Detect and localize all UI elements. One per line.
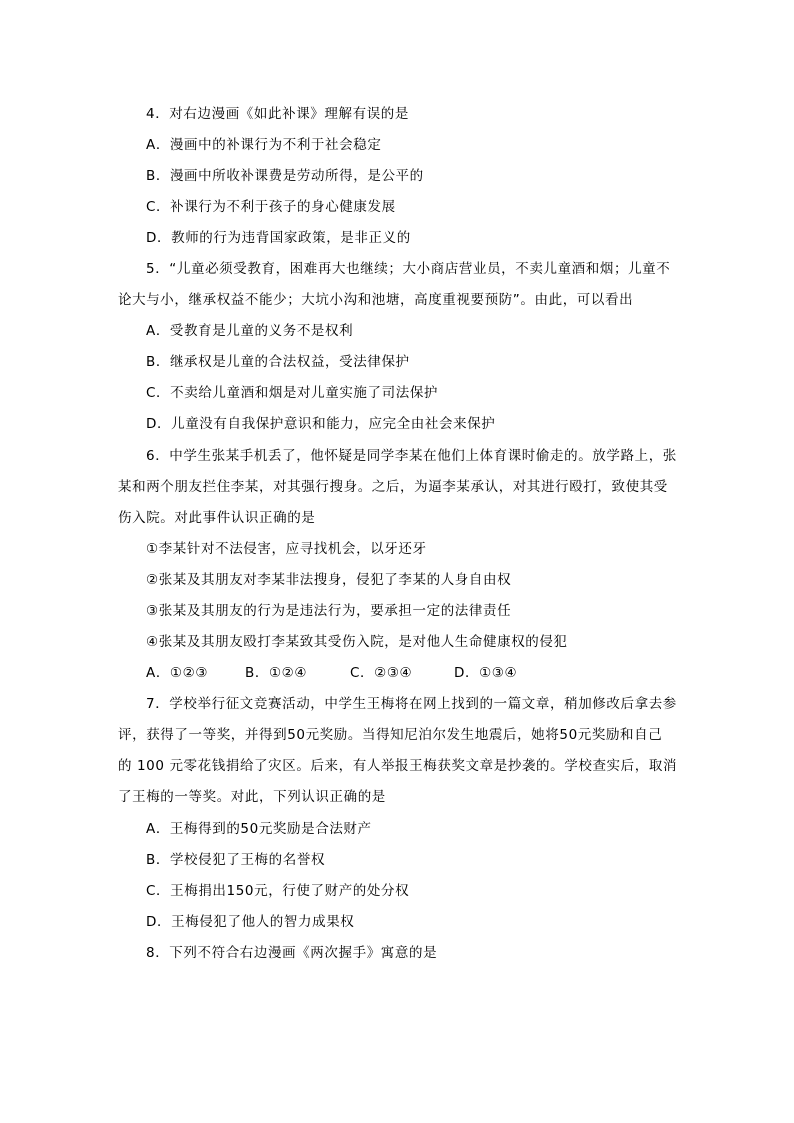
q6-option-b: B．①②④ [245,665,308,681]
q6-option-c: C．②③④ [350,665,413,681]
q7-option-d: D．王梅侵犯了他人的智力成果权 [146,914,355,930]
q6-stem-line-3: 伤入院。对此事件认识正确的是 [118,510,316,526]
q5-option-d: D．儿童没有自我保护意识和能力，应完全由社会来保护 [146,416,496,432]
q4-option-a: A．漫画中的补课行为不利于社会稳定 [146,137,382,153]
q6-stem-line-1: 6．中学生张某手机丢了，他怀疑是同学李某在他们上体育课时偷走的。放学路上，张 [146,448,677,464]
q6-statement-4: ④张某及其朋友殴打李某致其受伤入院，是对他人生命健康权的侵犯 [146,634,568,650]
q7-stem-line-4: 了王梅的一等奖。对此，下列认识正确的是 [118,789,386,805]
q7-option-b: B．学校侵犯了王梅的名誉权 [146,852,326,868]
q5-option-c: C．不卖给儿童酒和烟是对儿童实施了司法保护 [146,385,439,401]
q5-option-a: A．受教育是儿童的义务不是权利 [146,323,354,339]
q6-stem-line-2: 某和两个朋友拦住李某，对其强行搜身。之后，为逼李某承认，对其进行殴打，致使其受 [118,479,668,495]
q7-stem-line-1: 7．学校举行征文竞赛活动，中学生王梅将在网上找到的一篇文章，稍加修改后拿去参 [146,696,677,712]
q4-option-b: B．漫画中所收补课费是劳动所得，是公平的 [146,168,424,184]
q4-option-d: D．教师的行为违背国家政策，是非正义的 [146,230,411,246]
q6-statement-1: ①李某针对不法侵害，应寻找机会，以牙还牙 [146,541,427,557]
q4-option-c: C．补课行为不利于孩子的身心健康发展 [146,199,396,215]
q7-stem-line-2: 评，获得了一等奖，并得到50元奖励。当得知尼泊尔发生地震后，她将50元奖励和自己 [118,727,663,743]
q6-option-d: D．①③④ [454,665,518,681]
q6-statement-2: ②张某及其朋友对李某非法搜身，侵犯了李某的人身自由权 [146,572,512,588]
q8-stem: 8．下列不符合右边漫画《两次握手》寓意的是 [146,945,438,961]
q7-option-a: A．王梅得到的50元奖励是合法财产 [146,821,372,837]
q7-stem-line-3: 的 100 元零花钱捐给了灾区。后来，有人举报王梅获奖文章是抄袭的。学校查实后，取消 [118,758,678,774]
q7-option-c: C．王梅捐出150元，行使了财产的处分权 [146,883,410,899]
q5-stem-line-1: 5．“儿童必须受教育，困难再大也继续；大小商店营业员，不卖儿童酒和烟；儿童不 [146,261,671,277]
q6-statement-3: ③张某及其朋友的行为是违法行为，要承担一定的法律责任 [146,603,512,619]
q5-stem-line-2: 论大与小，继承权益不能少；大坑小沟和池塘，高度重视要预防”。由此，可以看出 [118,292,634,308]
q4-stem: 4．对右边漫画《如此补课》理解有误的是 [146,106,409,122]
q5-option-b: B．继承权是儿童的合法权益，受法律保护 [146,354,410,370]
q6-option-a: A．①②③ [146,665,209,681]
